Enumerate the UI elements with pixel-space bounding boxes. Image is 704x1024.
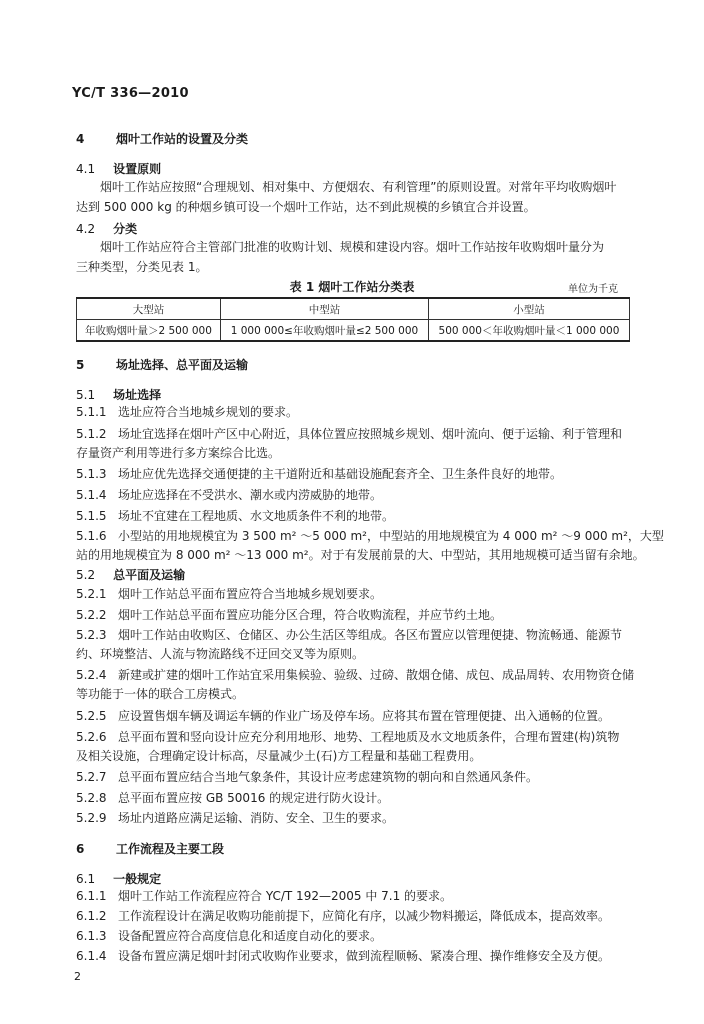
clause-5-2-4: 5.2.4 新建或扩建的烟叶工作站宜采用集候验、验级、过磅、散烟仓储、成包、成品周转、农用物资仓储 [76,668,635,682]
paragraph: 烟叶工作站应按照“合理规划、相对集中、方便烟农、有利管理”的原则设置。对常年平均收购烟叶 [100,180,617,194]
table-cell: 1 000 000≤年收购烟叶量≤2 500 000 [220,320,428,342]
page-number: 2 [74,970,81,983]
section-5-heading: 5 场址选择、总平面及运输 [76,358,249,372]
clause-continuation: 站的用地规模宜为 8 000 m² ～13 000 m²。对于有发展前景的大、中型站，其用地规模可适当留有余地。 [76,548,645,562]
clause-5-1-4: 5.1.4 场址应选择在不受洪水、潮水或内涝威胁的地带。 [76,488,383,502]
section-4-heading: 4 烟叶工作站的设置及分类 [76,132,249,146]
table-cell: 年收购烟叶量＞2 500 000 [77,320,221,342]
clause-5-2-3: 5.2.3 烟叶工作站由收购区、仓储区、办公生活区等组成。各区布置应以管理便捷、物流畅通、能源节 [76,628,623,642]
table-cell: 500 000＜年收购烟叶量＜1 000 000 [428,320,629,342]
clause-5-1-3: 5.1.3 场址应优先选择交通便捷的主干道附近和基础设施配套齐全、卫生条件良好的地带。 [76,467,563,481]
paragraph: 达到 500 000 kg 的种烟乡镇可设一个烟叶工作站，达不到此规模的乡镇宜合并设置。 [76,200,536,214]
section-5-2-heading: 5.2 总平面及运输 [76,568,186,582]
clause-5-2-9: 5.2.9 场址内道路应满足运输、消防、安全、卫生的要求。 [76,811,395,825]
paragraph: 三种类型，分类见表 1。 [76,260,208,274]
clause-5-1-5: 5.1.5 场址不宜建在工程地质、水文地质条件不利的地带。 [76,509,395,523]
clause-continuation: 存量资产利用等进行多方案综合比选。 [76,446,281,460]
clause-6-1-1: 6.1.1 烟叶工作站工作流程应符合 YC/T 192—2005 中 7.1 的要求。 [76,889,453,903]
table-header-cell: 小型站 [428,298,629,320]
clause-continuation: 约、环境整洁、人流与物流路线不迂回交叉等为原则。 [76,647,365,661]
table-caption: 表 1 烟叶工作站分类表 [289,280,415,294]
clause-5-1-2: 5.1.2 场址宜选择在烟叶产区中心附近，具体位置应按照城乡规划、烟叶流向、便于运输、利于管理和 [76,427,623,441]
clause-5-2-5: 5.2.5 应设置售烟车辆及调运车辆的作业广场及停车场。应将其布置在管理便捷、出入通畅的位置。 [76,709,611,723]
section-4-2-heading: 4.2 分类 [76,222,138,236]
clause-5-1-1: 5.1.1 选址应符合当地城乡规划的要求。 [76,405,299,419]
clause-5-2-6: 5.2.6 总平面布置和竖向设计应充分利用地形、地势、工程地质及水文地质条件，合理布置建(构)筑物 [76,730,620,744]
table-unit: 单位为千克 [568,284,618,295]
clause-6-1-2: 6.1.2 工作流程设计在满足收购功能前提下，应简化有序，以减少物料搬运，降低成本，提高效率。 [76,909,611,923]
clause-5-1-6: 5.1.6 小型站的用地规模宜为 3 500 m² ～5 000 m²，中型站的用地规模宜为 4 000 m² ～9 000 m²，大型 [76,529,664,543]
section-6-1-heading: 6.1 一般规定 [76,872,162,886]
section-6-heading: 6 工作流程及主要工段 [76,842,225,856]
paragraph: 烟叶工作站应符合主管部门批准的收购计划、规模和建设内容。烟叶工作站按年收购烟叶量分为 [100,240,605,254]
standard-code: YC/T 336—2010 [72,86,189,101]
clause-5-2-8: 5.2.8 总平面布置应按 GB 50016 的规定进行防火设计。 [76,791,390,805]
table-header-row [77,298,630,320]
section-5-1-heading: 5.1 场址选择 [76,388,162,402]
table-header-cell: 中型站 [220,298,428,320]
clause-5-2-1: 5.2.1 烟叶工作站总平面布置应符合当地城乡规划要求。 [76,587,383,601]
section-4-1-heading: 4.1 设置原则 [76,162,162,176]
table-header-cell: 大型站 [77,298,221,320]
clause-6-1-4: 6.1.4 设备布置应满足烟叶封闭式收购作业要求，做到流程顺畅、紧凑合理、操作维修安全及方便。 [76,949,611,963]
clause-continuation: 及相关设施，合理确定设计标高，尽量减少土(石)方工程量和基础工程费用。 [76,749,482,763]
table-row [77,320,630,342]
classification-table [76,297,630,342]
clause-5-2-2: 5.2.2 烟叶工作站总平面布置应功能分区合理，符合收购流程，并应节约土地。 [76,608,503,622]
clause-6-1-3: 6.1.3 设备配置应符合高度信息化和适度自动化的要求。 [76,929,383,943]
clause-5-2-7: 5.2.7 总平面布置应结合当地气象条件，其设计应考虑建筑物的朝向和自然通风条件。 [76,770,539,784]
clause-continuation: 等功能于一体的联合工房模式。 [76,687,245,701]
